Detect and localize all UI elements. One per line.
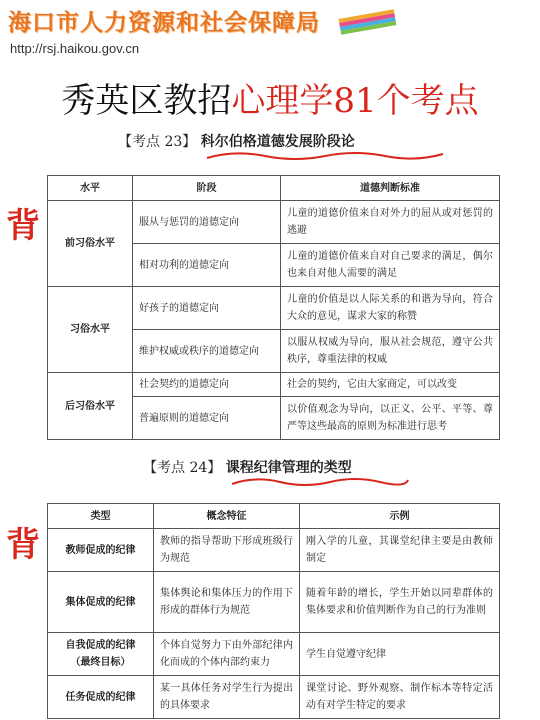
red-wave-underline	[230, 476, 410, 488]
recite-mark: 背	[6, 525, 40, 565]
table-header-row	[48, 176, 500, 201]
table-row	[48, 633, 500, 676]
stage-cell: 普遍原则的道德定向	[133, 397, 281, 440]
type-label: 自我促成的纪律	[65, 640, 136, 651]
point24-label: 【考点 24】	[143, 460, 222, 476]
point23-heading	[118, 131, 355, 151]
table-header-cell: 阶段	[133, 176, 281, 201]
point23-label: 【考点 23】	[118, 134, 197, 150]
table-header-cell: 概念特征	[154, 504, 300, 529]
table-header-cell: 水平	[48, 176, 133, 201]
table-row	[48, 676, 500, 719]
example-cell: 刚入学的儿童，其课堂纪律主要是由教师制定	[300, 529, 500, 572]
rainbow-stripe-decoration	[339, 9, 398, 40]
stage-cell: 社会契约的道德定向	[133, 373, 281, 397]
level-cell: 后习俗水平	[48, 373, 133, 440]
level-cell: 习俗水平	[48, 287, 133, 373]
type-cell: 任务促成的纪律	[48, 676, 154, 719]
table-header-cell: 示例	[300, 504, 500, 529]
classroom-discipline-table	[47, 503, 500, 719]
headline-part1: 秀英区教招	[61, 81, 232, 121]
standard-cell: 以价值观念为导向，以正义、公平、平等、尊严等这些最高的原则为标准进行思考	[281, 397, 500, 440]
feature-cell: 教师的指导帮助下形成班级行为规范	[154, 529, 300, 572]
table-row	[48, 373, 500, 397]
type-cell	[48, 633, 154, 676]
feature-cell: 个体自觉努力下由外部纪律内化而成的个体内部约束力	[154, 633, 300, 676]
point23-title: 科尔伯格道德发展阶段论	[200, 134, 355, 150]
example-cell: 学生自觉遵守纪律	[300, 633, 500, 676]
stage-cell: 相对功利的道德定向	[133, 244, 281, 287]
kohlberg-stages-table	[47, 175, 500, 440]
standard-cell: 儿童的价值是以人际关系的和谐为导向，符合大众的意见，谋求大家的称赞	[281, 287, 500, 330]
site-url: http://rsj.haikou.gov.cn	[10, 41, 140, 56]
standard-cell: 以服从权威为导向，服从社会规范，遵守公共秩序，尊重法律的权威	[281, 330, 500, 373]
example-cell: 课堂讨论、野外观察、制作标本等特定活动有对学生特定的要求	[300, 676, 500, 719]
stage-cell: 服从与惩罚的道德定向	[133, 201, 281, 244]
table-header-cell: 道德判断标准	[281, 176, 500, 201]
standard-cell: 儿童的道德价值来自对自己要求的满足，偶尔也来自对他人需要的满足	[281, 244, 500, 287]
example-cell: 随着年龄的增长，学生开始以同辈群体的集体要求和价值判断作为自己的行为准则	[300, 572, 500, 633]
feature-cell: 某一具体任务对学生行为提出的具体要求	[154, 676, 300, 719]
level-cell: 前习俗水平	[48, 201, 133, 287]
headline-part2: 心理学81个考点	[231, 81, 479, 121]
site-title: 海口市人力资源和社会保障局	[8, 10, 320, 36]
type-cell: 集体促成的纪律	[48, 572, 154, 633]
point24-heading	[143, 457, 352, 477]
table-row	[48, 529, 500, 572]
table-header-cell: 类型	[48, 504, 154, 529]
page-headline	[0, 73, 540, 122]
stage-cell: 好孩子的道德定向	[133, 287, 281, 330]
type-cell: 教师促成的纪律	[48, 529, 154, 572]
table-header-row	[48, 504, 500, 529]
recite-mark: 背	[6, 206, 40, 246]
stage-cell: 维护权威或秩序的道德定向	[133, 330, 281, 373]
standard-cell: 社会的契约，它由大家商定，可以改变	[281, 373, 500, 397]
red-wave-underline	[205, 150, 445, 162]
table-row	[48, 287, 500, 330]
type-sublabel: （最终目标）	[70, 657, 131, 668]
table-row	[48, 572, 500, 633]
point24-title: 课程纪律管理的类型	[225, 460, 352, 476]
standard-cell: 儿童的道德价值来自对外力的屈从或对惩罚的逃避	[281, 201, 500, 244]
feature-cell: 集体舆论和集体压力的作用下形成的群体行为规范	[154, 572, 300, 633]
table-row	[48, 201, 500, 244]
